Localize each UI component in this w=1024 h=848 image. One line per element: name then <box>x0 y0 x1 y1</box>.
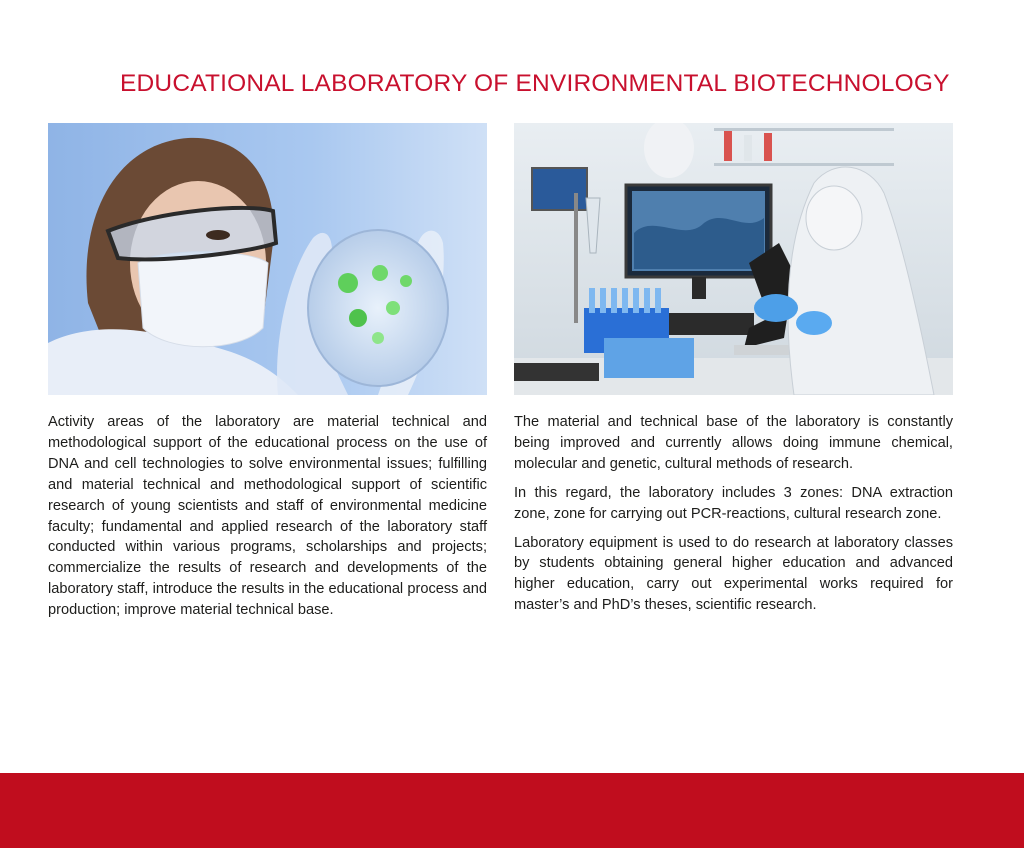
paragraph: In this regard, the laboratory includes 3 zones: DNA extraction zone, zone for carrying out PCR-reactions, cultural research zone. <box>514 484 953 522</box>
paragraph: Laboratory equipment is used to do research at laboratory classes by students obtaining general higher education and advanced higher education, carry out experimental works required for master’s and PhD’s theses, scientific research. <box>514 534 953 614</box>
page-title: EDUCATIONAL LABORATORY OF ENVIRONMENTAL BIOTECHNOLOGY <box>120 70 950 97</box>
paragraph: The material and technical base of the laboratory is constantly being improved and currently allows doing immune chemical, molecular and genetic, cultural methods of research. <box>514 414 953 472</box>
right-text-column <box>514 412 953 624</box>
footer-band <box>0 773 1024 848</box>
laboratory-microscope-photo <box>514 123 953 395</box>
left-text-column <box>48 412 487 629</box>
paragraph: Activity areas of the laboratory are material technical and methodological support of the educational process on the use of DNA and cell technologies to solve environmental issues; fulfilling and material technical and methodological support of scientific research of young scientists and staff of environmental medicine faculty; fundamental and applied research of the laboratory staff conducted within various programs, scholarships and projects; commercialize the results of research and developments of the laboratory staff, introduce the results in the educational process and production; improve material technical base. <box>48 414 487 619</box>
scientist-petri-dish-photo <box>48 123 487 395</box>
